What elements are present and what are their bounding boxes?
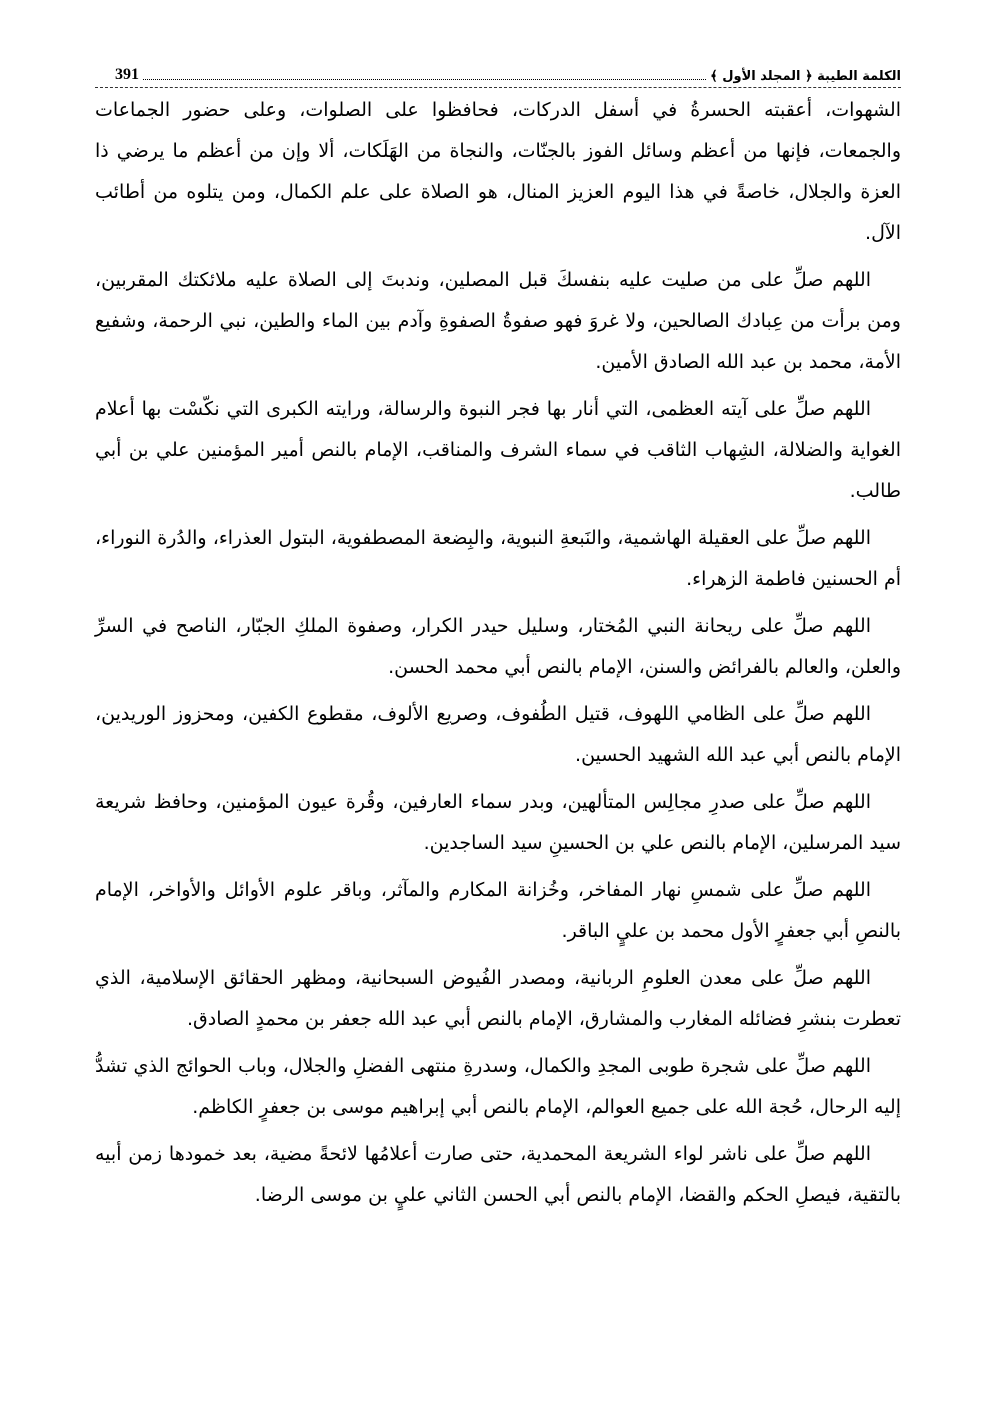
paragraph: اللهم صلِّ على العقيلة الهاشمية، والنَبعةِ النبوية، والبِضعة المصطفوية، البتول العذراء، والدُرة النوراء، أم الحسنين فاطمة الزهراء. <box>95 527 901 590</box>
paragraph: اللهم صلِّ على الظامي اللهوف، قتيل الطُفوف، وصريع الألوف، مقطوع الكفين، ومحزوز الوريدين، الإمام بالنص أبي عبد الله الشهيد الحسين. <box>95 703 901 766</box>
running-title: الكلمة الطيبة ﴿ المجلد الأول ﴾ <box>710 69 901 84</box>
document-body <box>95 90 901 1216</box>
paragraph: اللهم صلِّ على شجرة طوبى المجدِ والكمال، وسدرةِ منتهى الفضلِ والجلال، وباب الحوائج الذي تشدُّ إليه الرحال، حُجة الله على جميع العوالم، الإمام بالنص أبي إبراهيم موسى بن جعفرٍ الكاظم. <box>95 1055 901 1118</box>
header-divider <box>95 87 901 88</box>
paragraph: اللهم صلِّ على ريحانة النبي المُختار، وسليل حيدر الكرار، وصفوة الملكِ الجبّار، الناصح في السرِّ والعلن، والعالم بالفرائض والسنن، الإمام بالنص أبي محمد الحسن. <box>95 615 901 678</box>
paragraph: اللهم صلِّ على من صليت عليه بنفسكَ قبل المصلين، وندبتَ إلى الصلاة عليه ملائكتك المقربين، ومن برأت من عِبادك الصالحين، ولا غروَ فهو صفوةُ الصفوةِ وآدم بين الماء والطين، نبي الرحمة، وشفيع الأمة، محمد بن عبد الله الصادق الأمين. <box>95 269 901 373</box>
paragraph-continuation: الشهوات، أعقبته الحسرةُ في أسفل الدركات، فحافظوا على الصلوات، وعلى حضور الجماعات والجمعات، فإنها من أعظم وسائل الفوز بالجنّات، والنجاة من الهَلَكات، ألا وإن من أعظم ما يرضي ذا العزة والجلال، خاصةً في هذا اليوم العزيز المنال، هو الصلاة على علم الكمال، ومن يتلوه من أطائب الآل. <box>95 99 901 244</box>
header-dot-leader <box>143 78 706 80</box>
paragraph: اللهم صلِّ على شمسِ نهار المفاخر، وخُزانة المكارم والمآثر، وباقر علوم الأوائل والأواخر، الإمام بالنصِ أبي جعفرٍ الأول محمد بن عليٍ الباقر. <box>95 879 901 942</box>
document-page <box>95 50 901 1222</box>
paragraph: اللهم صلِّ على معدن العلومِ الربانية، ومصدر الفُيوض السبحانية، ومظهر الحقائق الإسلامية، الذي تعطرت بنشرِ فضائله المغارب والمشارق، الإمام بالنص أبي عبد الله جعفر بن محمدٍ الصادق. <box>95 967 901 1030</box>
paragraph: اللهم صلِّ على آيته العظمى، التي أنار بها فجر النبوة والرسالة، ورايته الكبرى التي نكّسْت بها أعلام الغواية والضلالة، الشِهاب الثاقب في سماء الشرف والمناقب، الإمام بالنص أمير المؤمنين علي بن أبي طالب. <box>95 398 901 502</box>
paragraph: اللهم صلِّ على ناشر لواء الشريعة المحمدية، حتى صارت أعلامُها لائحةً مضية، بعد خمودها زمن أبيه بالتقية، فيصلِ الحكم والقضا، الإمام بالنص أبي الحسن الثاني عليٍ بن موسى الرضا. <box>95 1143 901 1206</box>
page-number: 391 <box>115 66 139 83</box>
paragraph: اللهم صلِّ على صدرِ مجالِس المتألهين، وبدر سماء العارفين، وقُرة عيون المؤمنين، وحافظ شريعة سيد المرسلين، الإمام بالنص علي بن الحسينِ سيد الساجدين. <box>95 791 901 854</box>
page-header <box>95 50 901 84</box>
